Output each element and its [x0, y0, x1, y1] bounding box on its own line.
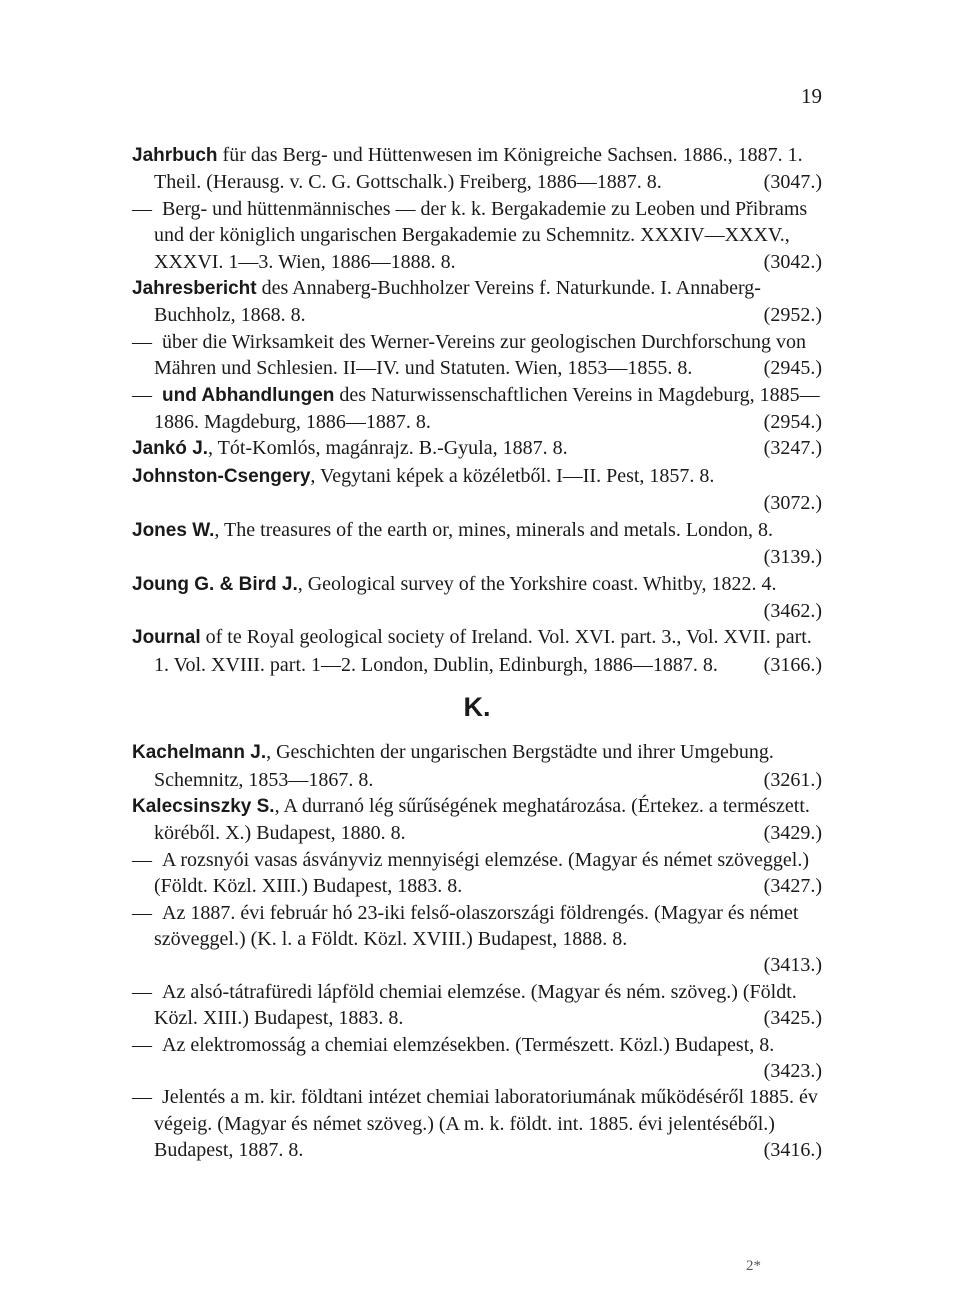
ditto-dash: —: [132, 330, 152, 353]
entry-reference-number: (3413.): [763, 954, 822, 977]
entry-lead: Johnston-Csengery: [132, 465, 311, 487]
bibliography-entry: [132, 435, 822, 462]
bibliography-entry: [132, 382, 822, 436]
entry-reference-number: (2945.): [763, 357, 822, 380]
entry-text: , Geological survey of the Yorkshire coast. Whitby, 1822. 4.: [297, 572, 777, 595]
entry-text: über die Wirksamkeit des Werner-Vereins zur geologischen Durchforschung von Mähren und Schlesien. II—IV. und Statuten. Wien, 1853—1855. 8.: [154, 330, 807, 380]
entry-lead: Jahresbericht: [132, 278, 257, 300]
entry-lead: Journal: [132, 627, 201, 649]
ditto-dash: —: [132, 901, 152, 924]
entry-text: Berg- und hüttenmännisches — der k. k. Bergakademie zu Leoben und Přibrams und der königlich ungarischen Bergakademie zu Schemnitz. XXXIV—XXXV., XXXVI. 1—3. Wien, 1886—1888. 8.: [154, 197, 808, 273]
entry-text: A rozsnyói vasas ásványviz mennyiségi elemzése. (Magyar és német szöveggel.) (Földt. Közl. XIII.) Budapest, 1883. 8.: [154, 848, 810, 898]
entry-reference-number: (3047.): [763, 171, 822, 194]
entry-lead: Kalecsinszky S.: [132, 795, 275, 817]
ditto-dash: —: [132, 848, 152, 871]
entry-reference-number: (3429.): [763, 822, 822, 845]
bibliography-entry: [132, 793, 822, 847]
entry-text: für das Berg- und Hüttenwesen im Königreiche Sachsen. 1886., 1887. 1. Theil. (Herausg. v. C. G. Gottschalk.) Freiberg, 1886—1887. 8.: [154, 144, 803, 194]
bibliography-content: [132, 142, 822, 1164]
entry-text: Jelentés a m. kir. földtani intézet chemiai laboratoriumának működéséről 1885. év végeig. (Magyar és német szöveg.) (A m. k. földt. int. 1885. évi jelentéséből.) Budapest, 1887. 8.: [154, 1086, 818, 1162]
bibliography-entry: [132, 739, 822, 793]
entry-lead: und Abhandlungen: [162, 384, 335, 406]
bibliography-entry: [132, 1084, 822, 1163]
entry-lead: Kachelmann J.: [132, 742, 267, 764]
bibliography-entry: [132, 847, 822, 900]
entry-reference-number: (3042.): [763, 250, 822, 273]
entry-text: , Vegytani képek a közéletből. I—II. Pest, 1857. 8.: [310, 464, 715, 487]
entry-text: of te Royal geological society of Ireland. Vol. XVI. part. 3., Vol. XVII. part. 1. Vol. XVIII. part. 1—2. London, Dublin, Edinburgh, 1886—1887. 8.: [154, 626, 812, 676]
entry-text: Az elektromosság a chemiai elemzésekben. (Természett. Közl.) Budapest, 8.: [162, 1033, 775, 1056]
entry-text: , Tót-Komlós, magánrajz. B.-Gyula, 1887. 8.: [208, 437, 568, 460]
entry-lead: Jankó J.: [132, 438, 209, 460]
ditto-dash: —: [132, 383, 152, 406]
entry-reference-number: (3247.): [763, 437, 822, 460]
bibliography-entry: [132, 196, 822, 275]
bibliography-entry: [132, 571, 822, 625]
ditto-dash: —: [132, 197, 152, 220]
bibliography-entry: [132, 463, 822, 517]
ditto-dash: —: [132, 1086, 152, 1109]
page-number: 19: [801, 84, 822, 108]
entry-text: des Annaberg-Buchholzer Vereins f. Naturkunde. I. Annaberg-Buchholz, 1868. 8.: [154, 277, 761, 327]
entry-text: des Naturwissenschaftlichen Vereins in Magdeburg, 1885—1886. Magdeburg, 1886—1887. 8.: [154, 383, 820, 434]
footer-signature: 2*: [746, 1258, 761, 1274]
bibliography-entry: [132, 900, 822, 979]
bibliography-entry: [132, 624, 822, 678]
entry-lead: Joung G. & Bird J.: [132, 573, 298, 595]
entry-reference-number: (3425.): [763, 1007, 822, 1030]
entry-reference-number: (3072.): [763, 492, 822, 515]
entry-text: Az 1887. évi február hó 23-iki felső-olaszországi földrengés. (Magyar és német szöveggel.) (K. l. a Földt. Közl. XVIII.) Budapest, 1888. 8.: [154, 901, 799, 950]
bibliography-entry: [132, 517, 822, 571]
entry-text: Az alsó-tátrafüredi lápföld chemiai elemzése. (Magyar és ném. szöveg.) (Földt. Közl. XIII.) Budapest, 1883. 8.: [154, 980, 797, 1030]
ditto-dash: —: [132, 1033, 152, 1056]
bibliography-entry: [132, 275, 822, 329]
ditto-dash: —: [132, 980, 152, 1003]
bibliography-entry: [132, 1032, 822, 1085]
entry-reference-number: (3139.): [763, 546, 822, 569]
bibliography-entry: [132, 329, 822, 382]
entry-lead: Jahrbuch: [132, 145, 218, 166]
entry-reference-number: (2954.): [763, 411, 822, 434]
bibliography-entry: [132, 979, 822, 1032]
entry-reference-number: (3423.): [763, 1060, 822, 1082]
entry-text: , A durranó lég sűrűségének meghatározása. (Értekez. a természett. köréből. X.) Budapest, 1880. 8.: [154, 794, 810, 845]
section-heading-k: K.: [463, 692, 491, 723]
entry-text: , Geschichten der ungarischen Bergstädte und ihrer Umgebung. Schemnitz, 1853—1867. 8.: [154, 741, 774, 791]
entry-reference-number: (2952.): [763, 304, 822, 327]
entry-text: , The treasures of the earth or, mines, minerals and metals. London, 8.: [214, 518, 774, 541]
entry-reference-number: (3427.): [763, 875, 822, 898]
entries-j: [132, 142, 822, 678]
entry-reference-number: (3462.): [763, 599, 822, 622]
entry-lead: Jones W.: [132, 519, 215, 541]
entry-reference-number: (3166.): [763, 653, 822, 676]
bibliography-entry: [132, 142, 822, 196]
entries-k: [132, 739, 822, 1164]
entry-reference-number: (3261.): [763, 768, 822, 791]
entry-reference-number: (3416.): [763, 1139, 822, 1162]
